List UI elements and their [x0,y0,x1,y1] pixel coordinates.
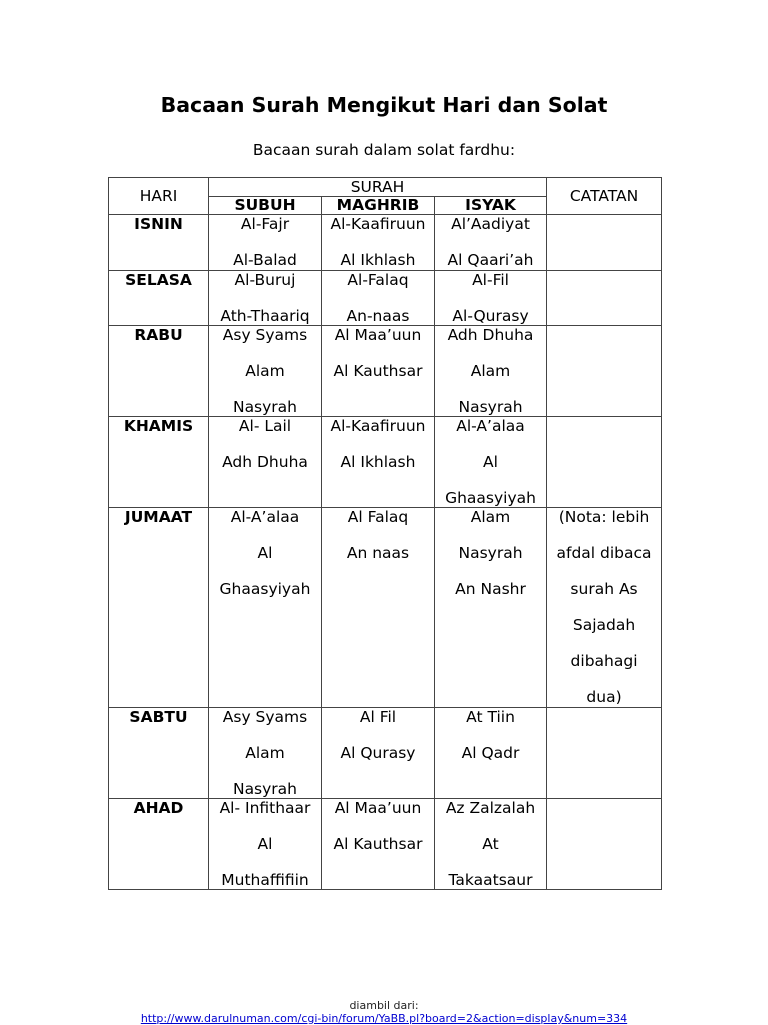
source-label: diambil dari: [349,999,419,1012]
maghrib-cell [322,799,435,890]
surah-name: Al’Aadiyat [451,215,530,233]
catatan-cell [547,799,662,890]
maghrib-cell [322,417,435,508]
surah-name: Al-Fil [472,271,509,289]
isyak-cell [435,271,547,326]
catatan-cell [547,271,662,326]
note-line: (Nota: lebih [558,508,650,526]
day-cell [109,417,209,508]
surah-name: Takaatsaur [448,871,533,889]
surah-name: Alam [470,508,511,526]
day-cell [109,271,209,326]
table-row [109,271,662,326]
note-line: Sajadah [572,616,636,634]
surah-name: Nasyrah [458,398,523,416]
subuh-cell [209,508,322,708]
maghrib-cell [322,271,435,326]
maghrib-cell [322,215,435,271]
maghrib-cell [322,326,435,417]
surah-name: Alam [245,744,285,762]
surah-name: Al Qadr [461,744,520,762]
surah-name: Al-A’alaa [230,508,300,526]
surah-name: Ath-Thaariq [220,307,310,325]
isyak-cell [435,417,547,508]
surah-name: Ghaasyiyah [219,580,311,598]
table-row [109,708,662,799]
surah-name: At Tiin [466,708,515,726]
surah-name: Muthaffifiin [221,871,309,889]
surah-name: An Nashr [455,580,526,598]
surah-name: Nasyrah [458,544,523,562]
day-label: AHAD [133,799,184,817]
catatan-cell [547,417,662,508]
surah-name: Nasyrah [232,780,298,798]
surah-name: Al [483,453,498,471]
surah-name: Nasyrah [232,398,298,416]
surah-name: Al [257,544,273,562]
surah-name: Al Maa’uun [334,326,422,344]
isyak-cell [435,326,547,417]
surah-name: Adh Dhuha [447,326,534,344]
surah-name: Al-Buruj [234,271,296,289]
day-cell [109,708,209,799]
surah-schedule-table [108,177,662,890]
subuh-cell [209,215,322,271]
table-header-row [109,178,662,197]
surah-name: Al-Kaafiruun [330,215,426,233]
subuh-cell [209,799,322,890]
page-title: Bacaan Surah Mengikut Hari dan Solat [160,93,608,117]
source-link-container [0,1013,768,1024]
catatan-cell [547,215,662,271]
table-row [109,215,662,271]
surah-name: Al-Falaq [347,271,409,289]
surah-name: Al- Lail [238,417,292,435]
surah-name: An naas [346,544,410,562]
header-surah: SURAH [209,178,547,197]
surah-name: Al Ikhlash [340,453,416,471]
day-cell [109,508,209,708]
table-row [109,417,662,508]
surah-name: Al-Fajr [240,215,290,233]
day-label: KHAMIS [123,417,194,435]
isyak-cell [435,799,547,890]
surah-name: Al-Balad [233,251,297,269]
day-label: SABTU [129,708,188,726]
source-link[interactable]: http://www.darulnuman.com/cgi-bin/forum/YaBB.pl?board=2&action=display&num=334 [140,1012,628,1025]
isyak-cell [435,708,547,799]
surah-name: An-naas [346,307,410,325]
note-line: afdal dibaca [556,544,652,562]
surah-name: Adh Dhuha [222,453,308,471]
subuh-cell [209,708,322,799]
surah-name: Al Kauthsar [333,362,423,380]
header-isyak: ISYAK [435,197,547,215]
note-line: surah As [570,580,638,598]
surah-name: Alam [470,362,511,380]
day-label: ISNIN [134,215,183,233]
subuh-cell [209,326,322,417]
surah-name: Az Zalzalah [445,799,536,817]
table-row [109,326,662,417]
surah-name: Al [257,835,273,853]
surah-name: At [482,835,499,853]
surah-name: Al-A’alaa [456,417,525,435]
surah-name: Al Fil [359,708,397,726]
maghrib-cell [322,708,435,799]
catatan-cell [547,326,662,417]
header-subuh: SUBUH [209,197,322,215]
surah-name: Al Falaq [347,508,409,526]
surah-name: Asy Syams [222,708,308,726]
table-row [109,799,662,890]
catatan-cell [547,508,662,708]
surah-name: Ghaasyiyah [445,489,536,507]
surah-name: Asy Syams [222,326,308,344]
header-maghrib: MAGHRIB [322,197,435,215]
surah-name: Al-Kaafiruun [330,417,426,435]
surah-name: Al-Qurasy [452,307,529,325]
header-hari: HARI [109,178,209,215]
surah-name: Al Ikhlash [340,251,416,269]
isyak-cell [435,508,547,708]
day-cell [109,799,209,890]
surah-name: Al Kauthsar [333,835,423,853]
surah-name: Al Qurasy [340,744,416,762]
day-label: JUMAAT [124,508,193,526]
note-line: dibahagi [570,652,638,670]
subuh-cell [209,417,322,508]
header-catatan: CATATAN [547,178,662,215]
surah-name: Alam [245,362,285,380]
isyak-cell [435,215,547,271]
table-row [109,508,662,708]
catatan-cell [547,708,662,799]
surah-name: Al Maa’uun [334,799,422,817]
surah-name: Al- Infithaar [219,799,311,817]
day-cell [109,215,209,271]
day-label: SELASA [125,271,192,289]
subuh-cell [209,271,322,326]
note-line: dua) [586,688,622,706]
page-subtitle: Bacaan surah dalam solat fardhu: [252,141,516,159]
surah-name: Al Qaari’ah [447,251,534,269]
day-cell [109,326,209,417]
maghrib-cell [322,508,435,708]
day-label: RABU [134,326,183,344]
